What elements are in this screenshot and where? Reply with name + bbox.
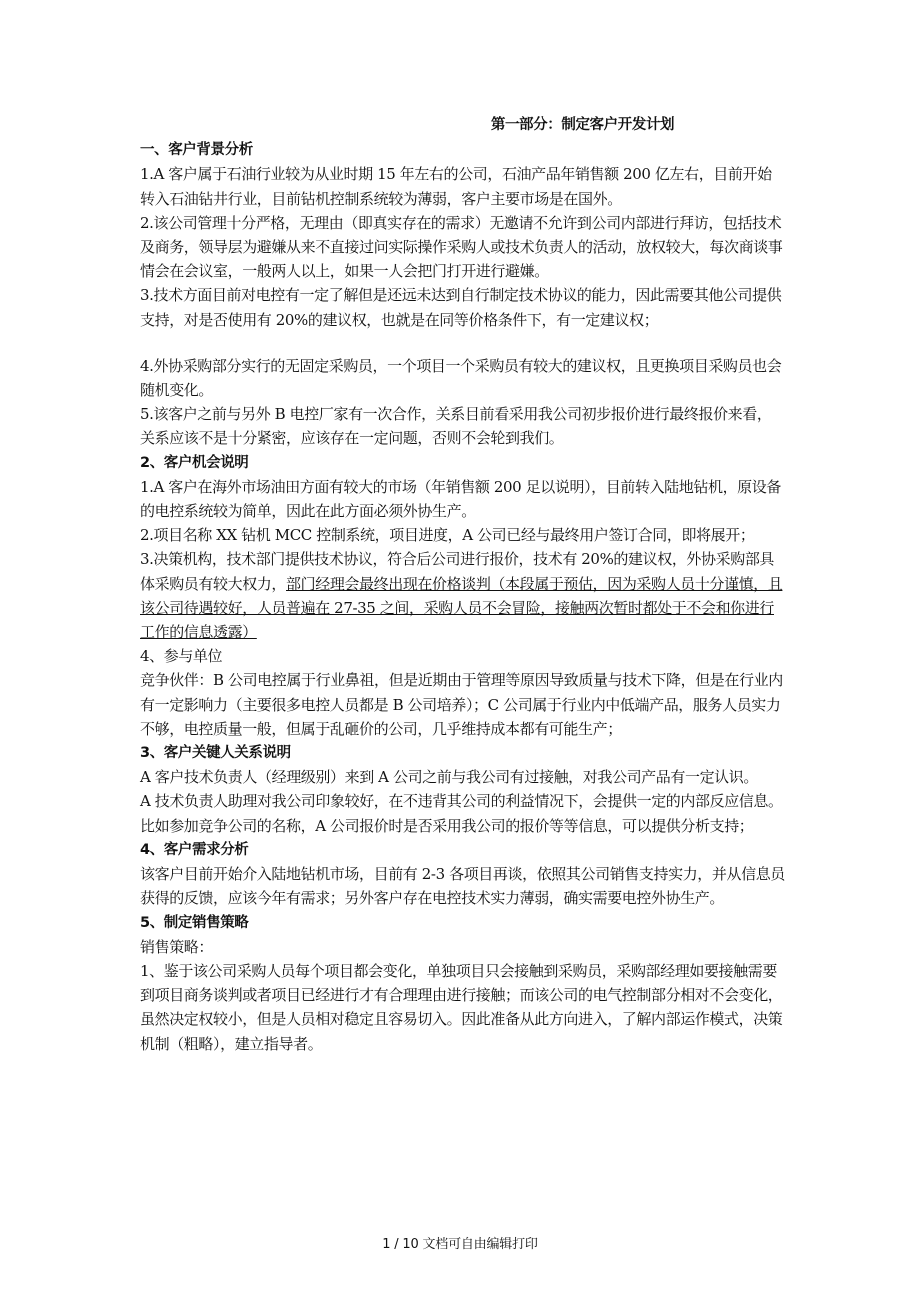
paragraph: 竞争伙伴：B 公司电控属于行业鼻祖，但是近期由于管理等原因导致质量与技术下降，但是在行业内有一定影响力（主要很多电控人员都是 B 公司培养）；C 公司属于行业内中低端产品，服务人员实力不够，电控质量一般，但属于乱砸价的公司，几乎维持成本都有可能生产；	[140, 671, 783, 738]
section-heading-key-people: 3、客户关键人关系说明	[140, 745, 291, 762]
subheading: 销售策略：	[140, 937, 214, 956]
paragraph: A 技术负责人助理对我公司印象较好，在不违背其公司的利益情况下，会提供一定的内部反应信息。比如参加竞争公司的名称，A 公司报价时是否采用我公司的报价等等信息，可以提供分析支持；	[140, 792, 783, 835]
section-heading-participants: 4、参与单位	[140, 647, 223, 666]
document-body	[140, 113, 785, 1056]
paragraph: 3.技术方面目前对电控有一定了解但是还远未达到自行制定技术协议的能力，因此需要其他公司提供支持，对是否使用有 20%的建议权，也就是在同等价格条件下，有一定建议权；	[140, 286, 782, 329]
paragraph: 5.该客户之前与另外 B 电控厂家有一次合作，关系目前看采用我公司初步报价进行最终报价来看，关系应该不是十分紧密，应该存在一定问题，否则不会轮到我们。	[140, 405, 772, 448]
section-heading-background: 一、客户背景分析	[140, 142, 253, 159]
underlined-text: 部门经理会最终出现在价格谈判（本段属于预估，因为采购人员十分谨慎，且该公司待遇较好，人员普遍在 27-35 之间，采购人员不会冒险，接触两次暂时都处于不会和你进行工作的信息透露）	[140, 574, 783, 642]
section-heading-opportunity: 2、客户机会说明	[140, 454, 249, 471]
paragraph: 1、鉴于该公司采购人员每个项目都会变化，单独项目只会接触到采购员，采购部经理如要接触需要到项目商务谈判或者项目已经进行才有合理理由进行接触；而该公司的电气控制部分相对不会变化，虽然决定权较小，但是人员相对稳定且容易切入。因此准备从此方向进入，了解内部运作模式，决策机制（粗略），建立指导者。	[140, 961, 783, 1053]
paragraph: 2.该公司管理十分严格，无理由（即真实存在的需求）无邀请不允许到公司内部进行拜访，包括技术及商务，领导层为避嫌从来不直接过问实际操作采购人或技术负责人的活动，放权较大，每次商谈事情会在会议室，一般两人以上，如果一人会把门打开进行避嫌。	[140, 213, 783, 281]
section-heading-strategy: 5、制定销售策略	[140, 914, 249, 931]
section-heading-needs: 4、客户需求分析	[140, 841, 249, 858]
paragraph: A 客户技术负责人（经理级别）来到 A 公司之前与我公司有过接触，对我公司产品有一定认识。	[140, 768, 758, 787]
paragraph: 该客户目前开始介入陆地钻机市场，目前有 2-3 各项目再谈，依照其公司销售支持实力，并从信息员获得的反馈，应该今年有需求；另外客户存在电控技术实力薄弱，确实需要电控外协生产。	[140, 865, 785, 908]
paragraph: 1.A 客户属于石油行业较为从业时期 15 年左右的公司，石油产品年销售额 200 亿左右，目前开始转入石油钻井行业，目前钻机控制系统较为薄弱，客户主要市场是在国外。	[140, 165, 772, 208]
page-footer: 1 / 10 文档可自由编辑打印	[382, 1237, 538, 1252]
blank-line	[140, 332, 785, 354]
paragraph: 1.A 客户在海外市场油田方面有较大的市场（年销售额 200 足以说明），目前转入陆地钻机，原设备的电控系统较为简单，因此在此方面必须外协生产。	[140, 477, 781, 521]
paragraph	[140, 547, 785, 644]
page-title: 第一部分：制定客户开发计划	[490, 117, 675, 133]
paragraph-text: 3.决策机构，技术部门提供技术协议，符合后公司进行报价，技术有 20%的建议权，外协采购部具体采购员有较大权力，	[140, 550, 775, 593]
paragraph: 4.外协采购部分实行的无固定采购员，一个项目一个采购员有较大的建议权，且更换项目采购员也会随机变化。	[140, 356, 782, 400]
paragraph: 2.项目名称 XX 钻机 MCC 控制系统，项目进度，A 公司已经与最终用户签订合同，即将展开；	[140, 526, 755, 545]
